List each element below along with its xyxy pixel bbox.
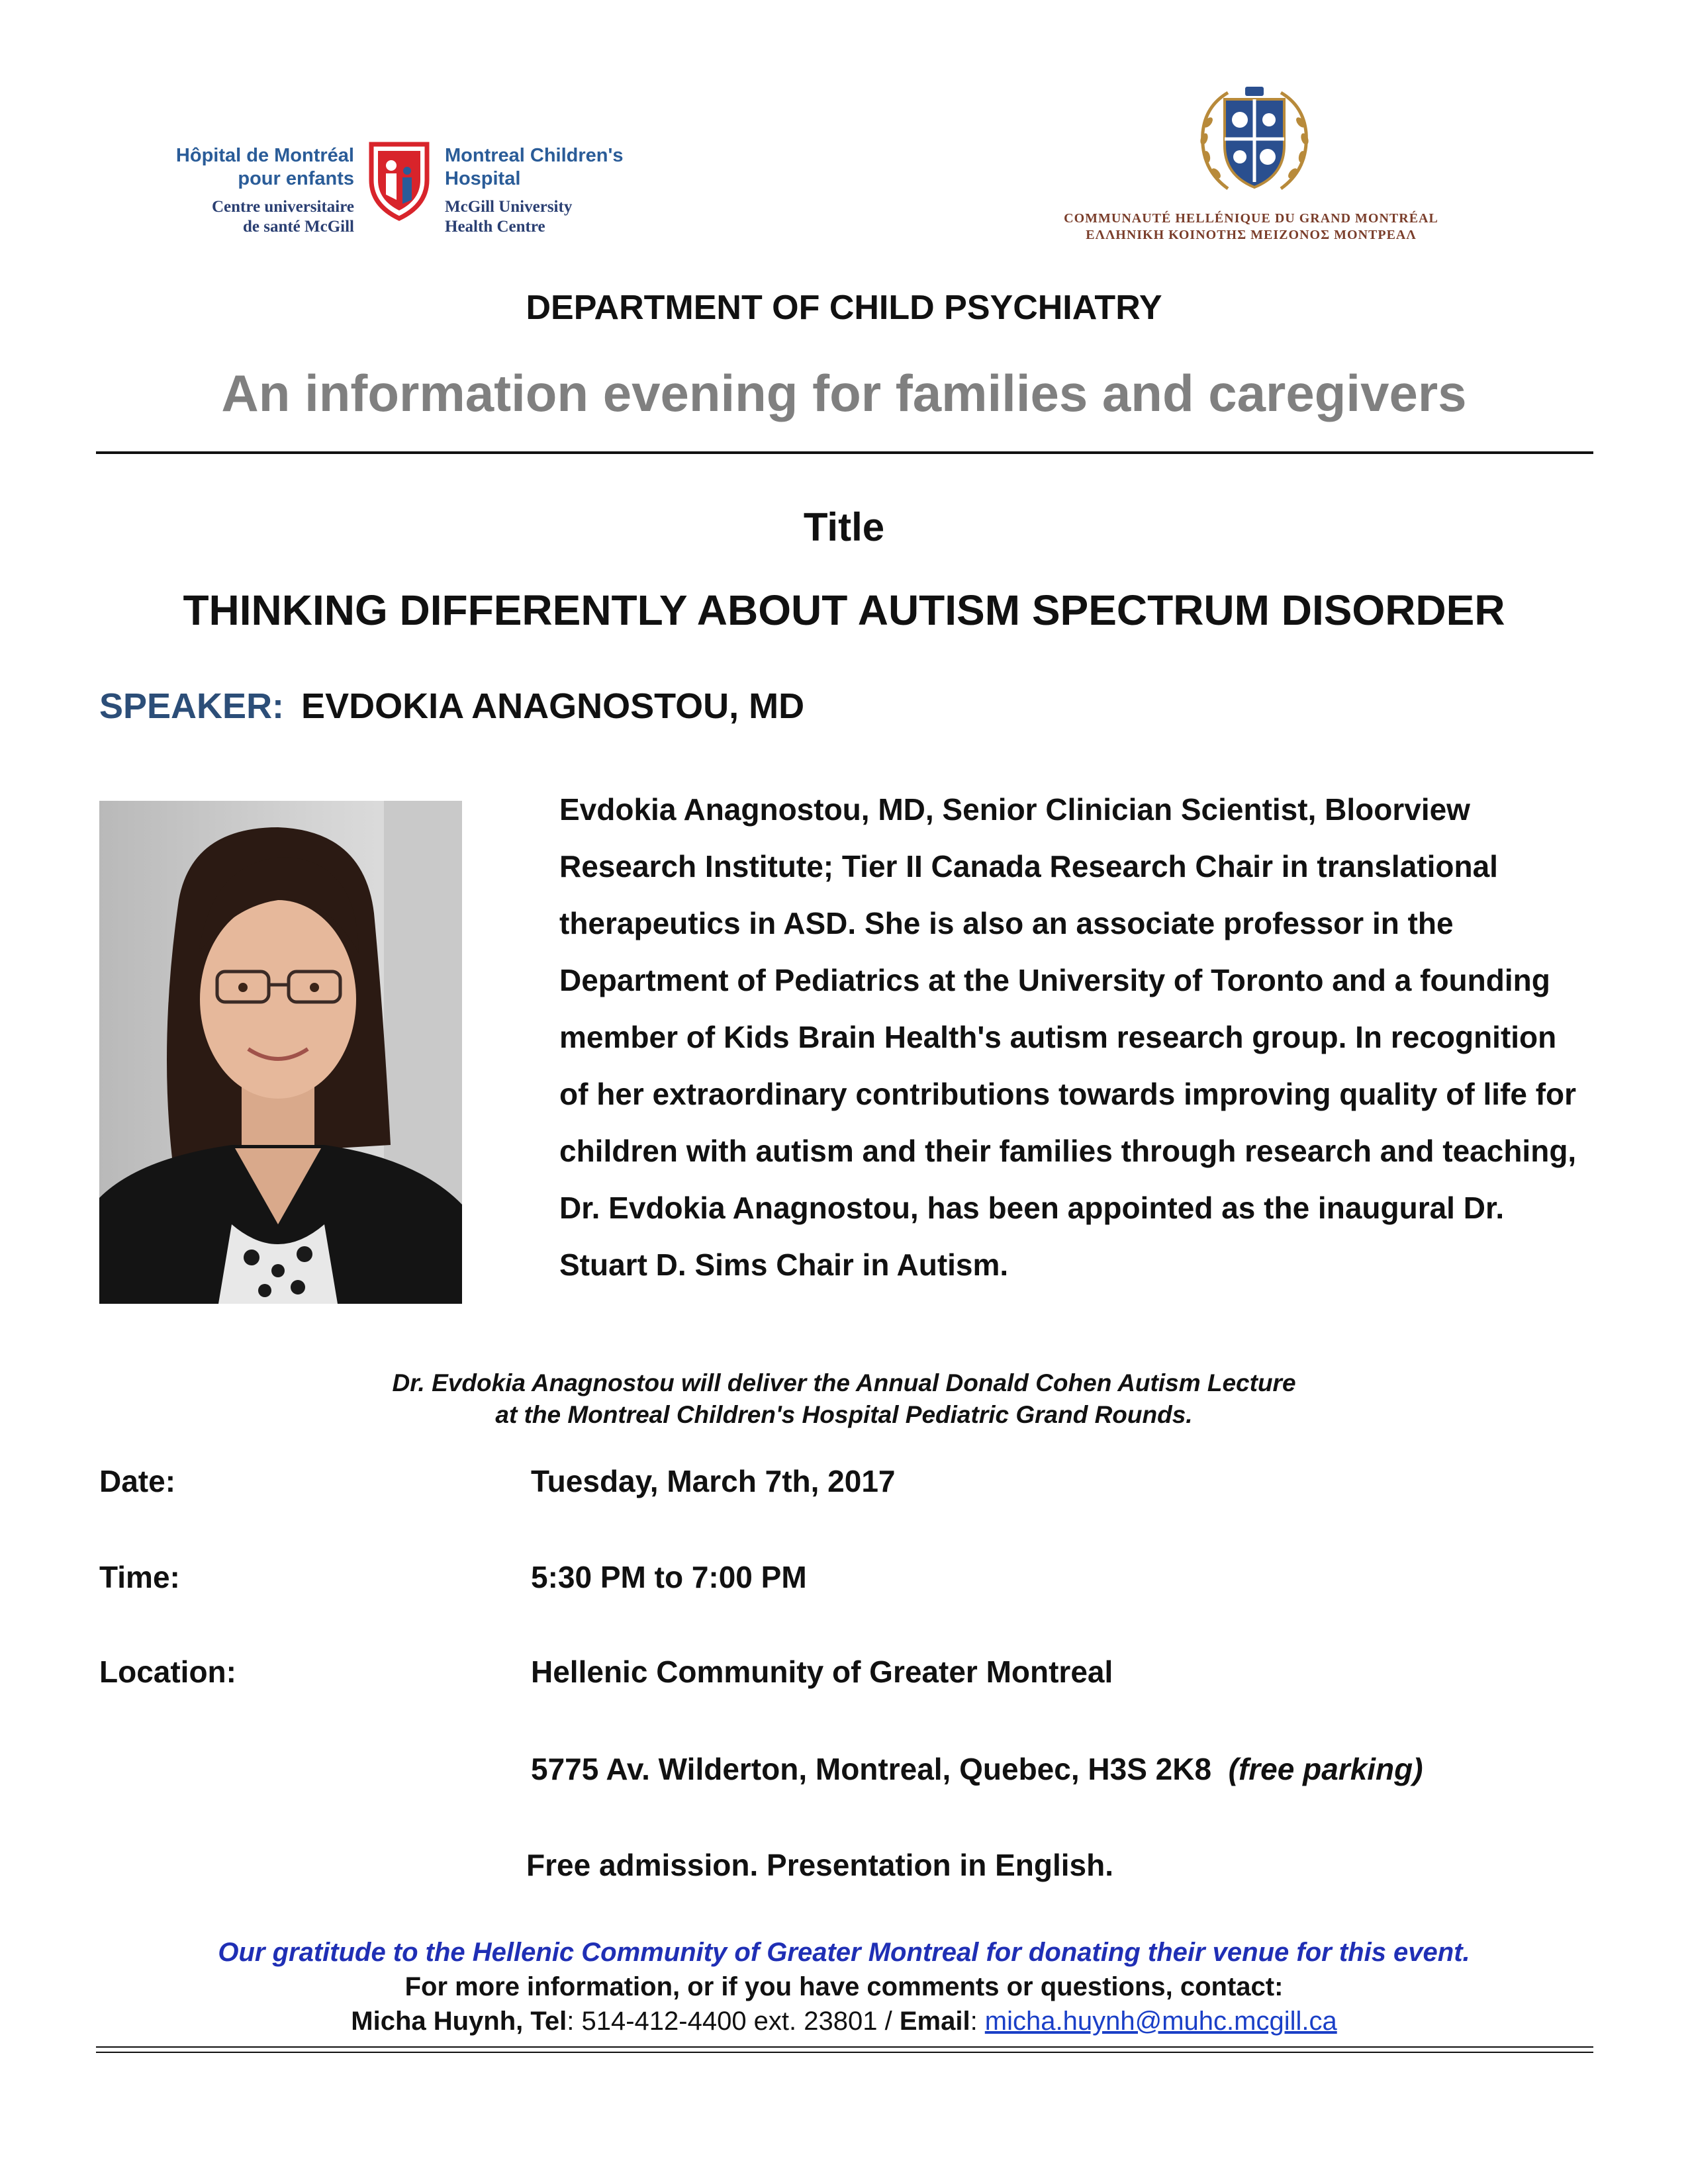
hellenic-community-name [1059,210,1443,244]
contact-tel: : 514-412-4400 ext. 23801 / [567,2007,900,2036]
logo-text: de santé McGill [242,218,354,236]
divider [96,2052,1593,2053]
date-value: Tuesday, March 7th, 2017 [531,1464,896,1498]
logo-text: Health Centre [445,218,545,236]
divider [96,451,1593,454]
logo-text: Montreal Children's [445,145,624,166]
date-label: Date: [99,1464,176,1498]
title-label: Title [803,505,885,549]
admission-info: Free admission. Presentation in English. [526,1848,1113,1882]
speaker-photo [99,801,462,1304]
logo-text: Centre universitaire [211,198,354,216]
time-value: 5:30 PM to 7:00 PM [531,1560,807,1594]
logo-text: pour enfants [238,168,354,189]
location-value: Hellenic Community of Greater Montreal [531,1655,1113,1689]
lecture-note [0,1367,1688,1431]
email-separator: : [970,2007,985,2036]
speaker-bio: Evdokia Anagnostou, MD, Senior Clinician Scientist, Bloorview Research Institute; Tier II Canada Research Chair in translational therapeutics in ASD. She is also an associate professor in the Department of Pediatrics at the University of Toronto and a founding member of Kids Brain Health's autism research group. In recognition of her extraordinary contributions towards improving quality of life for children with autism and their families through research and teaching, Dr. Evdokia Anagnostou, has been appointed as the inaugural Dr. Stuart D. Sims Chair in Autism. [559,792,1577,1282]
divider [96,2046,1593,2048]
email-link[interactable]: micha.huynh@muhc.mcgill.ca [984,2007,1337,2036]
address-value: 5775 Av. Wilderton, Montreal, Quebec, H3S 2K8 [531,1752,1212,1786]
more-info: For more information, or if you have comments or questions, contact: [404,1972,1284,2001]
hellenic-crest-icon [1188,83,1321,199]
speaker-label: SPEAKER: [99,686,285,726]
address-line [531,1751,1423,1788]
logo-text: McGill University [445,198,573,216]
note-line: Dr. Evdokia Anagnostou will deliver the Annual Donald Cohen Autism Lecture [392,1369,1296,1396]
time-label: Time: [99,1560,180,1594]
logo-text: ΕΛΛΗΝΙΚΗ ΚΟΙΝΟΤΗΣ ΜΕΙΖΟΝΟΣ ΜΟΝΤΡΕΑΛ [1086,228,1417,242]
logo-text: COMMUNAUTÉ HELLÉNIQUE DU GRAND MONTRÉAL [1064,211,1438,226]
logo-text: Hospital [445,168,521,189]
parking-note: (free parking) [1228,1752,1423,1786]
contact-line [0,2005,1688,2038]
logo-text: Hôpital de Montréal [175,145,354,166]
hospital-shield-icon [366,139,432,222]
mch-logo-english [445,144,670,237]
note-line: at the Montreal Children's Hospital Pediatric Grand Rounds. [495,1401,1193,1428]
mch-logo-french [152,144,354,237]
speaker-name: EVDOKIA ANAGNOSTOU, MD [301,686,805,726]
venue-thanks: Our gratitude to the Hellenic Community of Greater Montreal for donating their venue for this event. [218,1938,1470,1967]
event-subtitle: An information evening for families and caregivers [221,364,1467,422]
location-label: Location: [99,1655,236,1689]
speaker-line [99,685,804,727]
email-label: Email [899,2007,970,2036]
lecture-title: THINKING DIFFERENTLY ABOUT AUTISM SPECTRUM DISORDER [183,586,1505,634]
department-title: DEPARTMENT OF CHILD PSYCHIATRY [526,289,1162,327]
contact-name: Micha Huynh, Tel [351,2007,567,2036]
